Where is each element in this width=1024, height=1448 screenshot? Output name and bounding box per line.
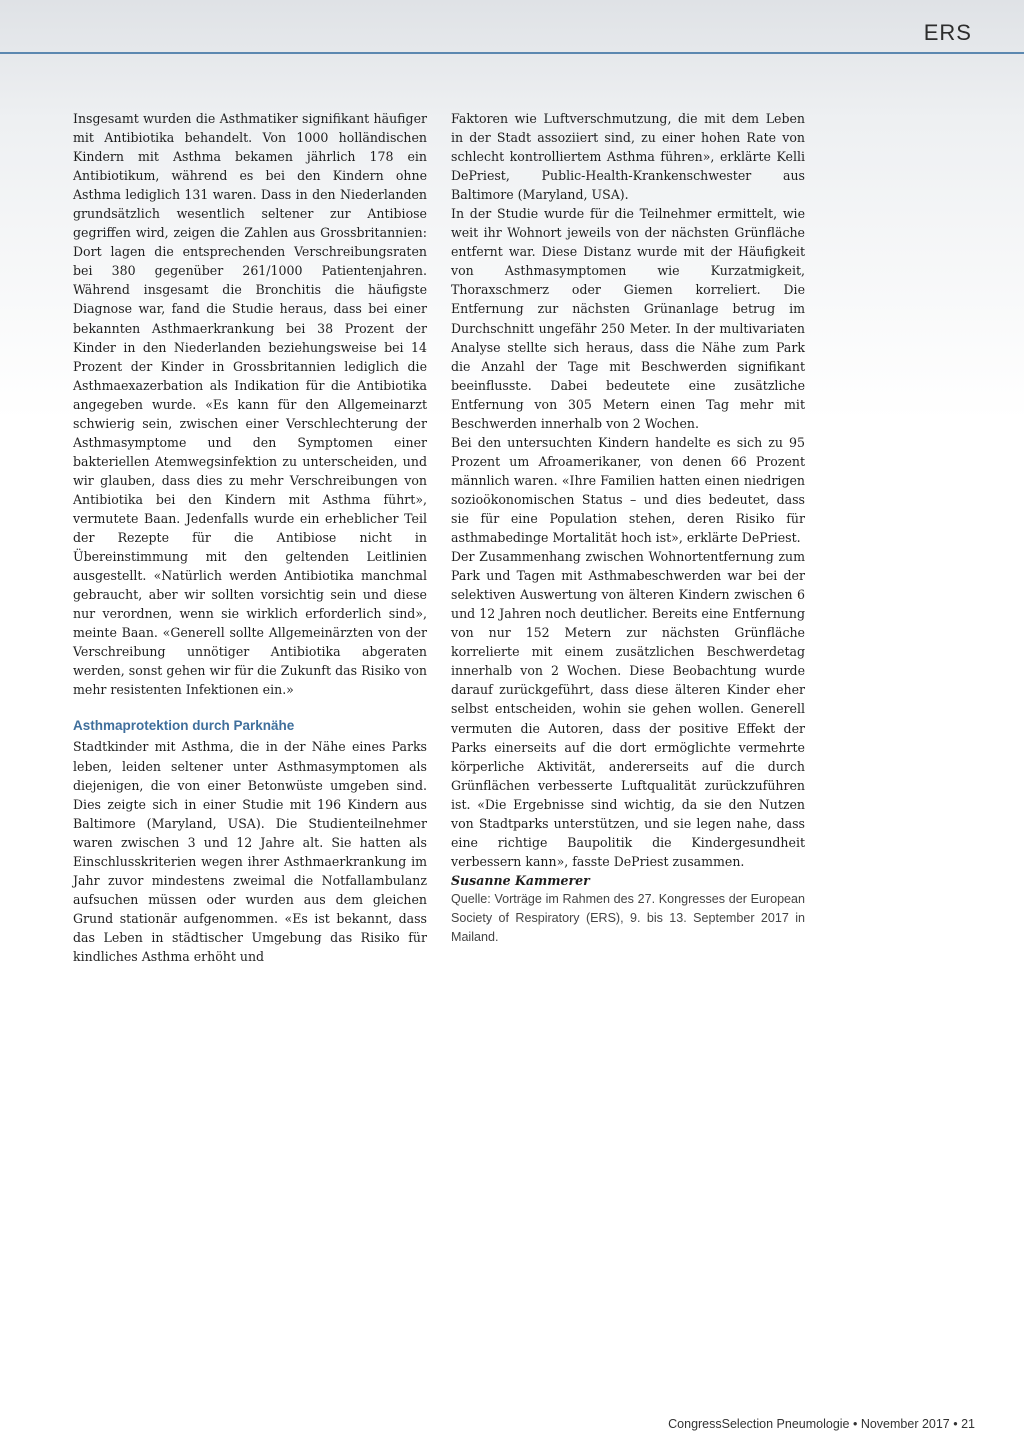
article-paragraph: Bei den untersuchten Kindern handelte es sich zu 95 Prozent um Afroamerikaner, von denen 66 Prozent männlich waren. «Ihre Familien hatten einen niedrigen sozioökonomischen Status – und dies bedeutet, dass sie für eine Population stehen, deren Risiko für asthmabedinge Mortalität hoch ist», erklärte DePriest.: [451, 434, 805, 546]
header-rule: [0, 52, 1024, 54]
author-name: Susanne Kammerer: [451, 872, 590, 888]
article-paragraph: Der Zusammenhang zwischen Wohnortentfernung zum Park und Tagen mit Asthmabeschwerden war bei der selektiven Auswertung von älteren Kindern zwischen 6 und 12 Jahren noch deutlicher. Bereits eine Entfernung von nur 152 Metern zur nächsten Grünfläche korrelierte mit einem zusätzlichen Beschwerdetag innerhalb von 2 Wochen. Diese Beobachtung wurde darauf zurückgeführt, dass diese älteren Kinder eher selbst entscheiden, wohin sie gehen wollen. Generell vermuten die Autoren, dass der positive Effekt der Parks einerseits auf die dort ermöglichte vermehrte körperliche Aktivität, andererseits auf die durch Grünflächen verbesserte Luftqualität zurückzuführen ist. «Die Ergebnisse sind wichtig, da sie den Nutzen von Stadtparks unterstützen, und sie legen nahe, dass eine richtige Baupolitik die Kindergesundheit verbessern kann», fasste DePriest zusammen.: [451, 549, 805, 869]
section-label: ERS: [923, 20, 972, 45]
section-heading: Asthmaprotektion durch Parknähe: [73, 718, 295, 734]
article-paragraph: Insgesamt wurden die Asthmatiker signifikant häufiger mit Antibiotika behandelt. Von 1000 holländischen Kindern mit Asthma bekamen jährlich 178 ein Antibiotikum, während es bei den Kindern ohne Asthma lediglich 131 waren. Dass in den Niederlanden grundsätzlich wesentlich seltener zur Antibiose gegriffen wird, zeigen die Zahlen aus Grossbritannien: Dort lagen die entsprechenden Verschreibungsraten bei 380 gegenüber 261/1000 Patientenjahren. Während insgesamt die Bronchitis die häufigste Diagnose war, fand die Studie heraus, dass bei einer bekannten Asthmaerkrankung bei 38 Prozent der Kinder in den Niederlanden beziehungsweise bei 14 Prozent der Kinder in Grossbritannien lediglich die Asthmaexazerbation als Indikation für die Antibiotika angegeben wurde. «Es kann für den Allgemeinarzt schwierig sein, zwischen einer Verschlechterung der Asthmasymptome und den Symptomen einer bakteriellen Atemwegsinfektion zu unterscheiden, und wir glauben, dass dies zu mehr Verschreibungen von Antibiotika bei den Kindern mit Asthma führt», vermutete Baan. Jedenfalls wurde ein erheblicher Teil der Rezepte für die Antibiose nicht in Übereinstimmung mit den geltenden Leitlinien ausgestellt. «Natürlich werden Antibiotika manchmal gebraucht, aber wir sollten vorsichtig sein und diese nur verordnen, wenn sie wirklich erforderlich sind», meinte Baan. «Generell sollte Allgemeinärzten von der Verschreibung unnötiger Antibiotika abgeraten werden, sonst gehen wir für die Zukunft das Risiko von mehr resistenten Infektionen ein.»: [73, 111, 427, 698]
article-right-column: [451, 109, 805, 947]
article-paragraph: In der Studie wurde für die Teilnehmer ermittelt, wie weit ihr Wohnort jeweils von der nächsten Grünfläche entfernt war. Diese Distanz wurde mit der Häufigkeit von Asthmasymptomen wie Kurzatmigkeit, Thoraxschmerz oder Giemen korreliert. Die Entfernung zur nächsten Grünanlage betrug im Durchschnitt ungefähr 250 Meter. In der multivariaten Analyse stellte sich heraus, dass die Nähe zum Park die Anzahl der Tage mit Beschwerden signifikant beeinflusste. Dabei bedeutete eine zusätzliche Entfernung von 305 Metern einen Tag mehr mit Beschwerden innerhalb von 2 Wochen.: [451, 206, 805, 431]
source-note: Quelle: Vorträge im Rahmen des 27. Kongresses der European Society of Respiratory (ERS), 9. bis 13. September 2017 in Mailand.: [451, 891, 805, 945]
page-footer: CongressSelection Pneumologie • November 2017 • 21: [668, 1417, 975, 1431]
article-paragraph: Stadtkinder mit Asthma, die in der Nähe eines Parks leben, leiden seltener unter Asthmasymptomen als diejenigen, die von einer Betonwüste umgeben sind. Dies zeigte sich in einer Studie mit 196 Kindern aus Baltimore (Maryland, USA). Die Studienteilnehmer waren zwischen 3 und 12 Jahre alt. Sie hatten als Einschlusskriterien wegen ihrer Asthmaerkrankung im Jahr zuvor mindestens zweimal die Notfallambulanz aufsuchen müssen oder wurden aus dem gleichen Grund stationär aufgenommen. «Es ist bekannt, dass das Leben in städtischer Umgebung das Risiko für kindliches Asthma erhöht und: [73, 739, 427, 964]
article-paragraph: Faktoren wie Luftverschmutzung, die mit dem Leben in der Stadt assoziiert sind, zu einer hohen Rate von schlecht kontrolliertem Asthma führen», erklärte Kelli DePriest, Public-Health-Krankenschwester aus Baltimore (Maryland, USA).: [451, 111, 805, 203]
article-left-column: [73, 109, 427, 966]
